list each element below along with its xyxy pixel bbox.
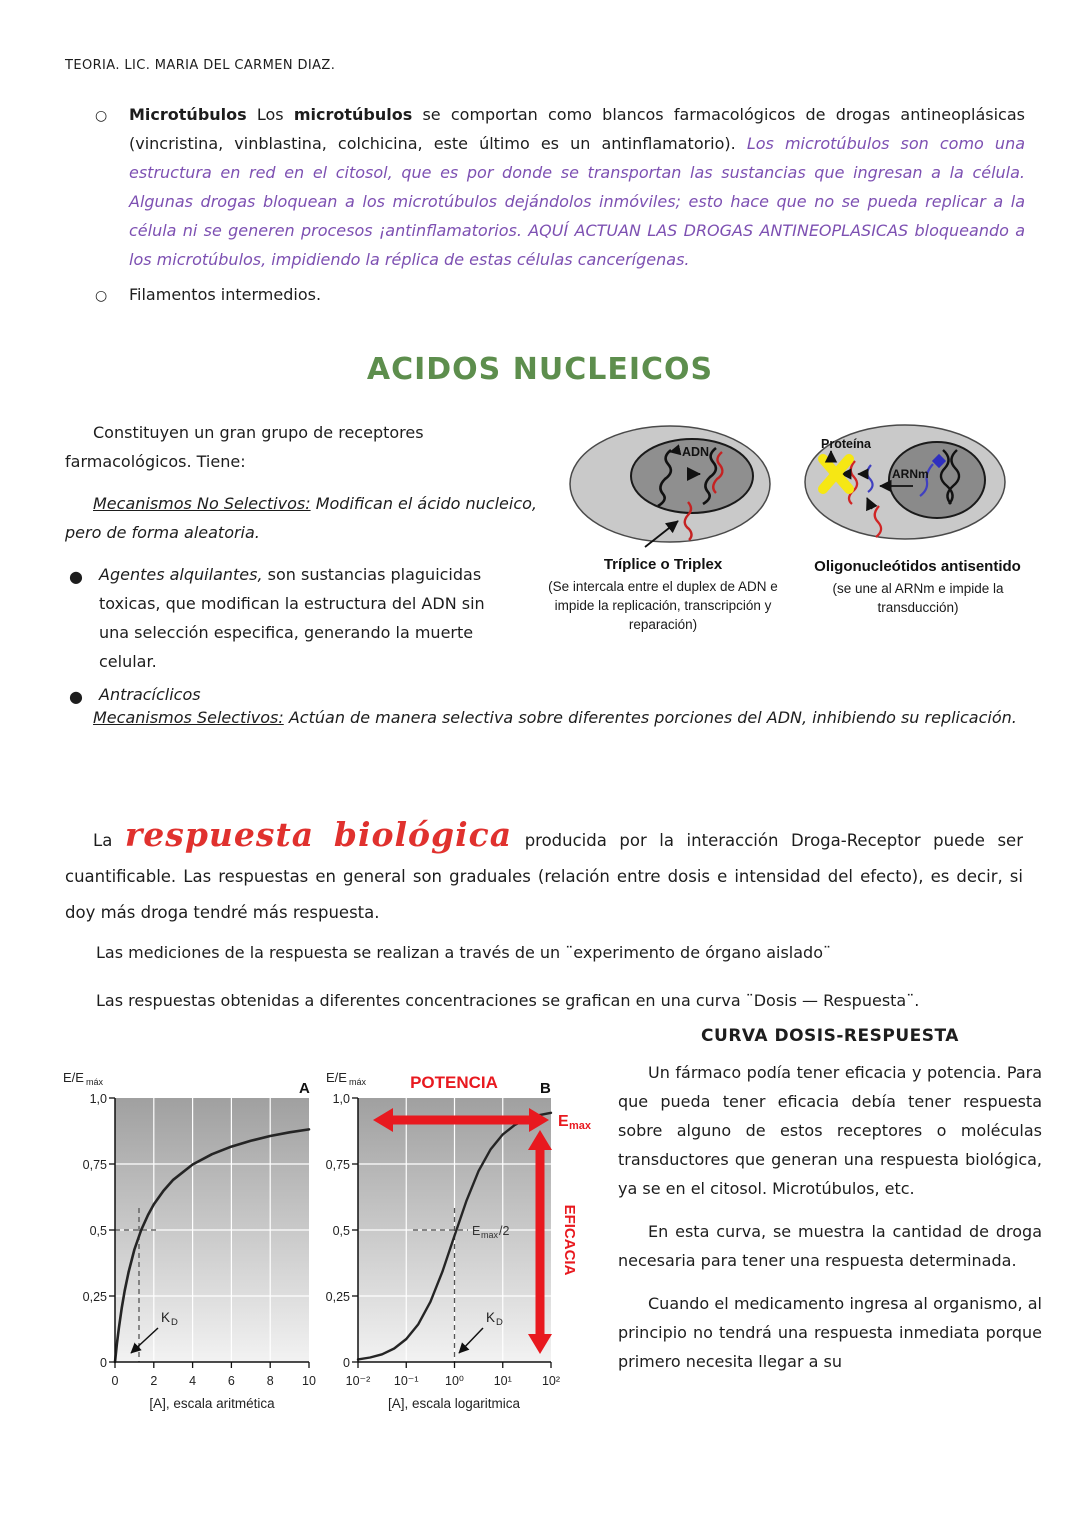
emax2-label-sub: max [481,1230,499,1240]
circle-bullet-icon: ○ [95,108,108,124]
proteina-label: Proteína [821,437,872,451]
respuesta-biologica-paragraph [65,815,1023,931]
svg-text:0,75: 0,75 [325,1158,350,1172]
svg-text:0: 0 [343,1356,350,1370]
bullet-dot-icon: ● [69,567,83,586]
text-run: producida por la interacción Droga-Receptor puede ser cuantificable. Las respuestas en general son graduales (relación entre dosis e intensidad del efecto), es decir, si doy más droga tendré más respuesta. [65,831,1023,922]
y-tick-labels [83,1092,107,1370]
x-axis-label: [A], escala logaritmica [387,1396,521,1411]
panel-letter: A [299,1080,310,1097]
panel-letter: B [540,1080,551,1097]
svg-text:0,5: 0,5 [332,1224,350,1238]
emax2-label: E [472,1224,481,1238]
curva-paragraph-2: En esta curva, se muestra la cantidad de droga necesaria para tener una respuesta determinada. [618,1222,1042,1270]
circle-bullet-icon: ○ [95,288,108,304]
curva-column [618,1058,1042,1390]
text-run: son sustancias plaguicidas toxicas, que modifican la estructura del ADN sin una selección especifica, generando la muerte celular. [99,565,485,671]
mecanismos-bullets [65,560,547,711]
eficacia-label: EFICACIA [561,1204,578,1276]
svg-text:0,25: 0,25 [82,1290,107,1304]
section-title: ACIDOS NUCLEICOS [366,352,714,387]
triplex-cell-diagram [550,406,800,558]
antisense-cell-diagram [795,412,1045,557]
y-tick-labels [326,1092,350,1370]
adn-label: ADN [682,445,710,459]
svg-text:0,25: 0,25 [325,1290,350,1304]
agentes-alquilantes-item [99,560,509,676]
svg-text:10⁻¹: 10⁻¹ [393,1374,419,1388]
text-run: se comportan como blancos farmacológicos de drogas antineoplásicas (vincristina, vinblastina, colchicina, este último es un antinflamatorio). [129,105,1025,153]
kd-label: K [486,1310,496,1325]
text-run: La [93,831,125,850]
mecanismos-selectivos [65,703,1023,732]
microtubulos-term-2: microtúbulos [293,105,413,124]
svg-text:1,0: 1,0 [332,1092,350,1106]
text-run: Modifican el ácido nucleico, pero de forma aleatoria. [65,494,537,542]
kd-label-sub: D [496,1317,503,1328]
respuesta-biologica-script: respuesta biológica [124,815,513,854]
y-axis-label: E/E [63,1070,84,1085]
y-axis-label-sub: máx [86,1077,104,1087]
svg-text:4: 4 [189,1374,197,1388]
svg-text:10¹: 10¹ [493,1374,512,1388]
kd-label-sub: D [171,1317,178,1328]
microtubulos-term: Microtúbulos [129,105,247,124]
mecanismos-no-selectivos [65,489,547,547]
y-axis-label-sub: máx [349,1077,367,1087]
curva-paragraph-1: Un fármaco podía tener eficacia y potencia. Para que pueda tener eficacia debía tener respuesta sobre alguno de estos receptores o moléculas transductores que generan una respuesta biológica, ya se en el citosol. Microtúbulos, etc. [618,1063,1042,1198]
svg-text:0: 0 [100,1356,107,1370]
antisense-title: Oligonucleótidos antisentido [814,558,1021,575]
dose-response-chart-arithmetic [55,1062,330,1427]
curva-paragraph-3: Cuando el medicamento ingresa al organismo, al principio no tendrá una respuesta inmediata porque primero necesita llegar a su [618,1294,1042,1371]
filamentos-item: Filamentos intermedios. [129,285,322,304]
list-item [65,560,547,676]
antisense-caption: (se une al ARNm e impide la transducción) [832,581,1004,615]
mediciones-paragraph: Las mediciones de la respuesta se realizan a través de un ¨experimento de órgano aislado¨ [96,943,831,962]
svg-text:2: 2 [150,1374,158,1388]
curva-title: CURVA DOSIS-RESPUESTA [701,1026,959,1046]
emax-label: E [558,1113,569,1130]
emax2-label-suffix: /2 [499,1224,510,1238]
svg-text:6: 6 [227,1374,235,1388]
text-run: Actúan de manera selectiva sobre diferentes porciones del ADN, inhibiendo su replicación. [283,708,1017,727]
svg-text:8: 8 [266,1374,274,1388]
mecanismos-selectivos-label: Mecanismos Selectivos: [93,708,284,727]
list-item [95,100,1025,274]
respuestas-curva-paragraph: Las respuestas obtenidas a diferentes concentraciones se grafican en una curva ¨Dosis — Respuesta¨. [96,991,920,1010]
purple-annotation: Los microtúbulos son como una estructura en red en el citosol, que es por donde se transportan las sustancias que ingresan a la célula. Algunas drogas bloquean a los microtúbulos dejándolos inmóviles; esto hace que no se pueda replicar a la célula ni se generen procesos ¡antinflamatorios. AQUÍ ACTUAN LAS DROGAS ANTINEOPLASICAS bloqueando a los microtúbulos, impidiendo la réplica de estas células cancerígenas. [129,134,1026,269]
agentes-term: Agentes alquilantes, [99,565,263,584]
x-tick-labels [346,1374,560,1388]
svg-text:10²: 10² [541,1374,561,1388]
dose-response-chart-log [318,1062,613,1427]
text-run: Los [246,105,294,124]
svg-text:10: 10 [302,1374,316,1388]
svg-text:0: 0 [111,1374,119,1388]
triplex-caption: (Se intercala entre el duplex de ADN e impide la replicación, transcripción y reparación) [548,579,778,632]
arnm-label: ARNm [892,467,929,481]
svg-text:0,5: 0,5 [89,1224,107,1238]
svg-text:10⁰: 10⁰ [445,1374,464,1388]
svg-text:10⁻²: 10⁻² [345,1374,371,1388]
intro-paragraph: Constituyen un gran grupo de receptores farmacológicos. Tiene: [65,423,424,471]
antraciclicos-item: Antracíclicos [99,685,201,704]
bullet-dot-icon: ● [69,687,83,706]
potencia-label: POTENCIA [410,1073,498,1092]
mecanismos-no-selectivos-label: Mecanismos No Selectivos: [93,494,311,513]
x-tick-labels [112,1374,316,1388]
microtubulos-list [95,100,1025,311]
x-axis-label: [A], escala aritmética [149,1396,275,1411]
kd-label: K [161,1310,171,1325]
emax-label-sub: max [569,1120,592,1132]
list-item [95,280,1025,311]
triplex-title: Tríplice o Triplex [603,556,723,573]
svg-text:1,0: 1,0 [89,1092,107,1106]
svg-text:0,75: 0,75 [82,1158,107,1172]
y-axis-label: E/E [326,1070,347,1085]
acidos-left-column [65,418,547,715]
page-header: TEORIA. LIC. MARIA DEL CARMEN DIAZ. [65,58,336,73]
microtubulos-paragraph [129,100,1025,274]
